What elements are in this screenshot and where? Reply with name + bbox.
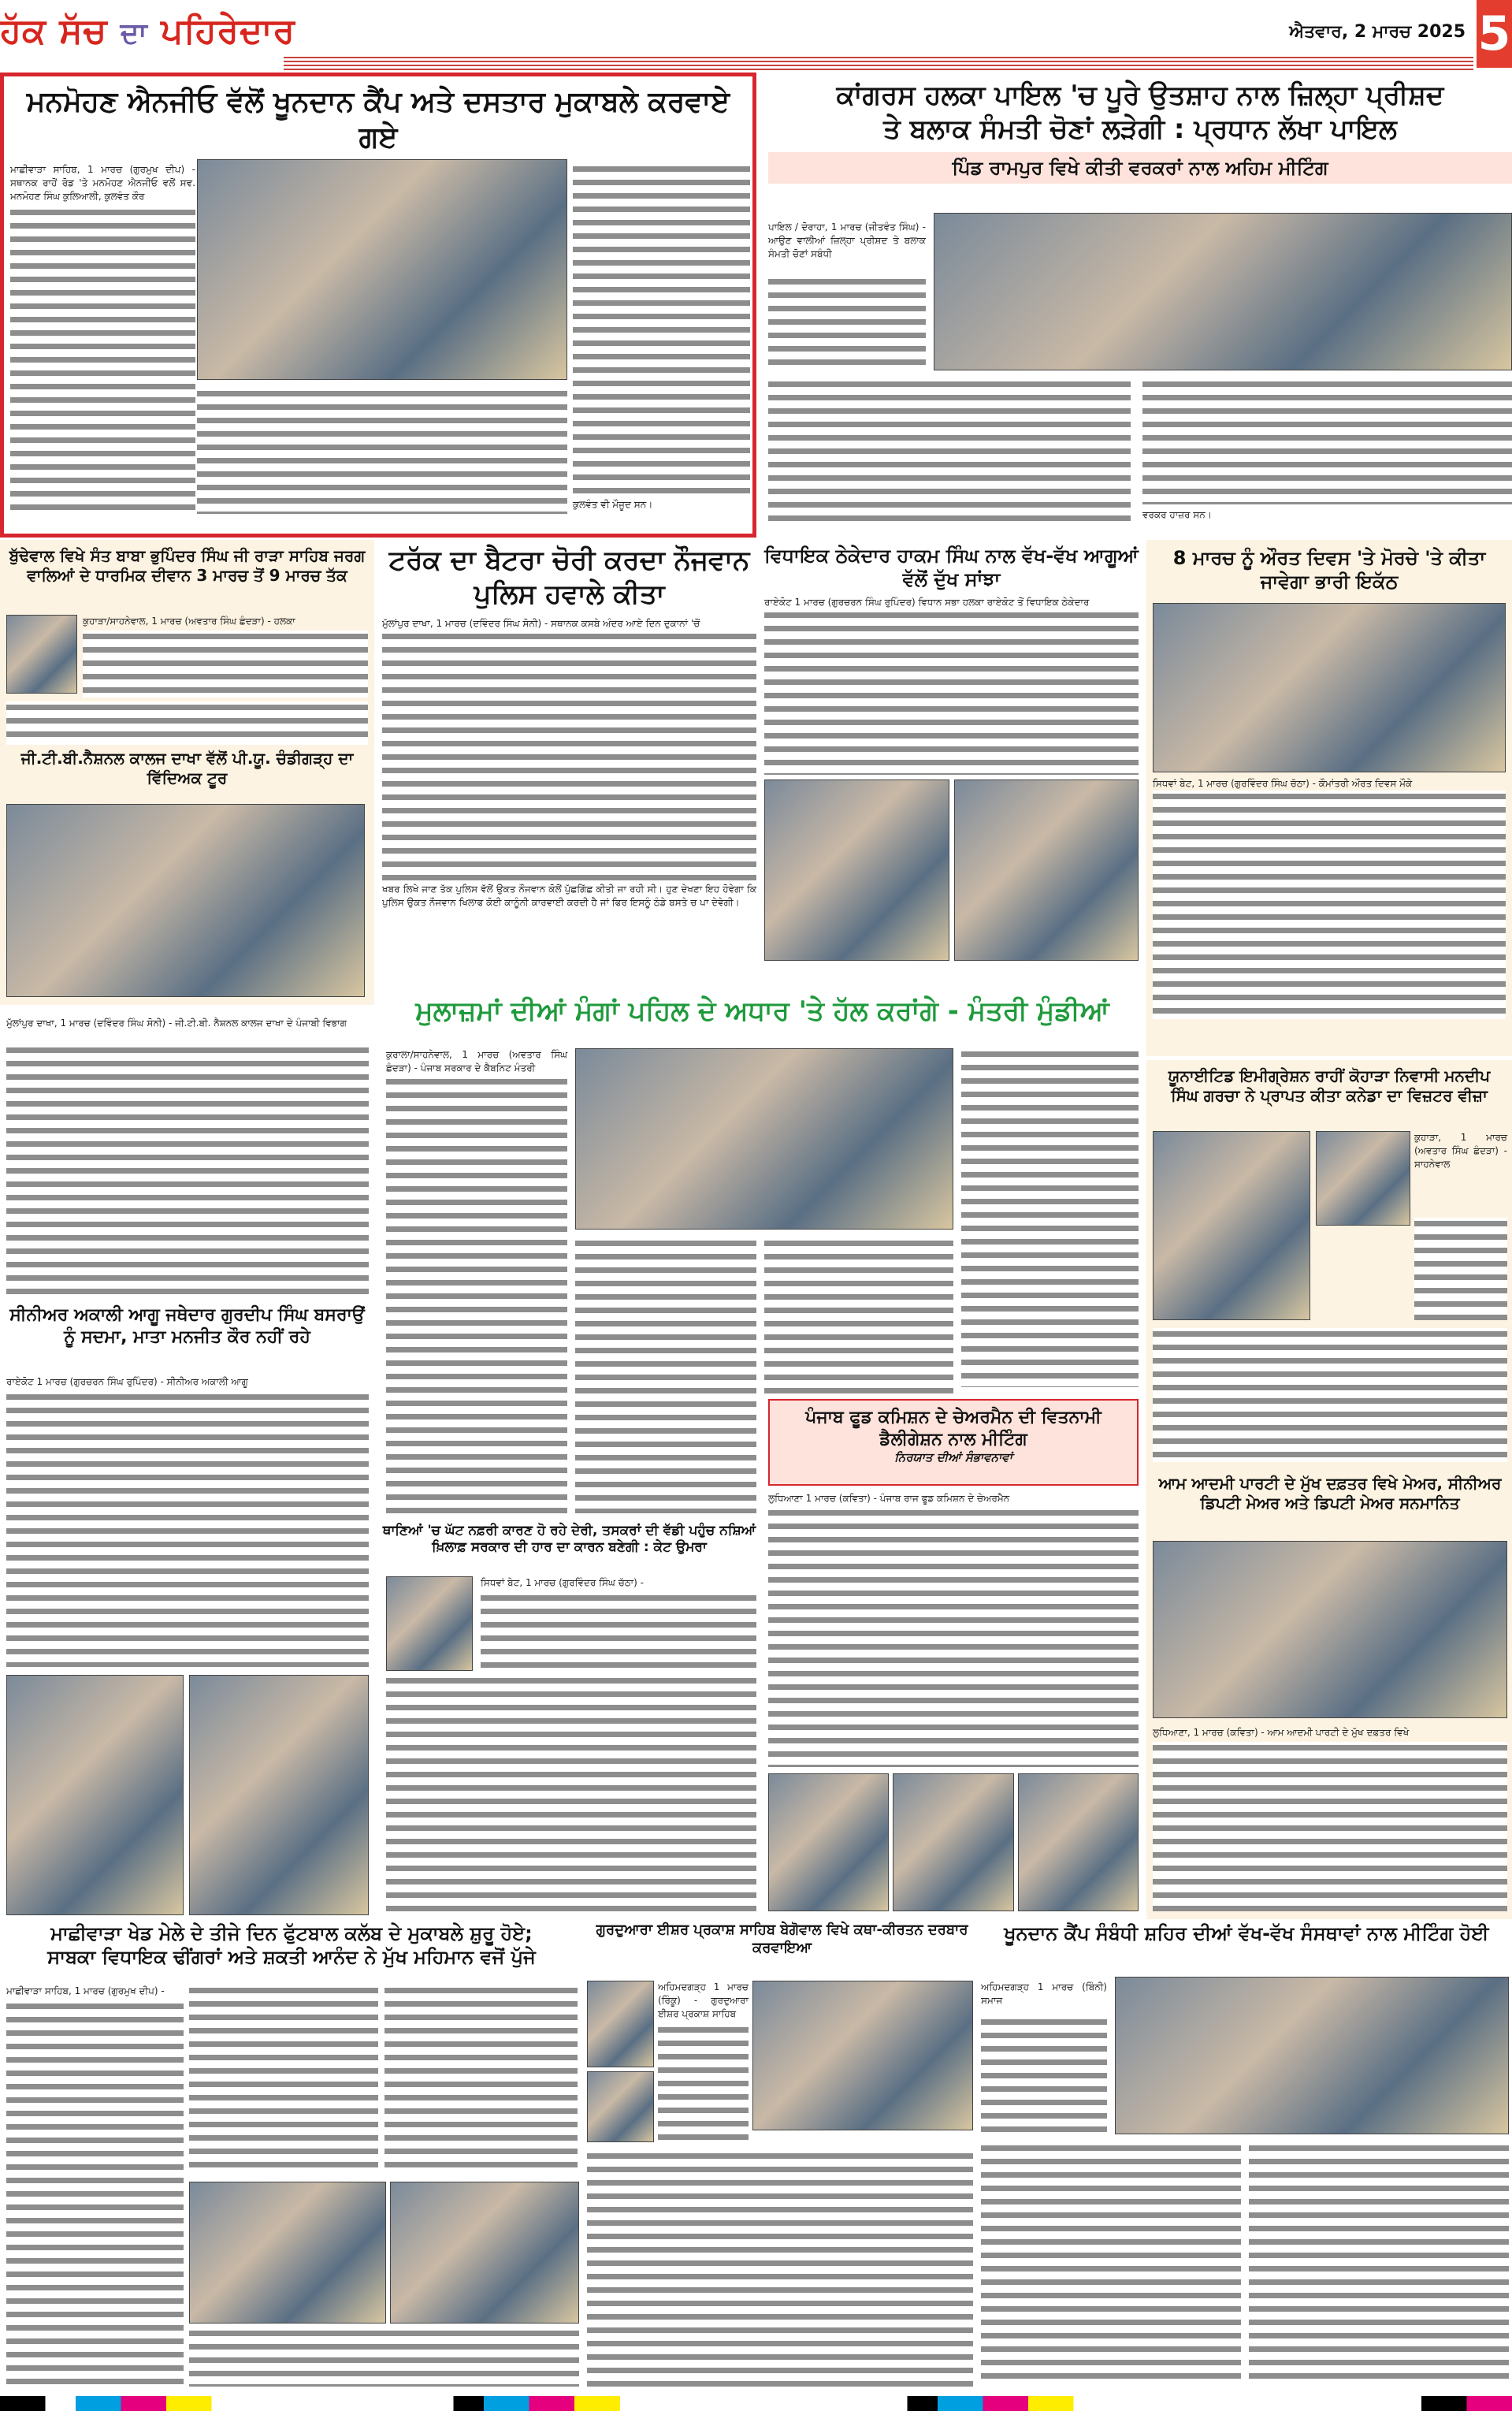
headline: ਪੰਜਾਬ ਫੂਡ ਕਮਿਸ਼ਨ ਦੇ ਚੇਅਰਮੈਨ ਦੀ ਵਿਤਨਾਮੀ ਡੈਲੀਗੇਸ਼ਨ ਨਾਲ ਮੀਟਿੰਗ [805, 1408, 1101, 1449]
article-lead: ਮੁੱਲਾਂਪੁਰ ਦਾਖਾ, 1 ਮਾਰਚ (ਦਵਿੰਦਰ ਸਿੰਘ ਸੋਨੀ) - ਸਥਾਨਕ ਕਸਬੇ ਅੰਦਰ ਆਏ ਦਿਨ ਦੁਕਾਨਾਂ 'ਚੋਂ [382, 618, 700, 629]
print-color-bar [0, 2396, 1512, 2411]
header-divider [284, 57, 1473, 71]
headline: ਬੁੱਢੇਵਾਲ ਵਿਖੇ ਸੰਤ ਬਾਬਾ ਭੁਪਿੰਦਰ ਸਿੰਘ ਜੀ ਰਾੜਾ ਸਾਹਿਬ ਜਰਗ ਵਾਲਿਆਂ ਦੇ ਧਾਰਮਿਕ ਦੀਵਾਨ 3 ਮਾਰਚ ਤੋਂ 9 ਮਾਰਚ ਤੱਕ [9, 546, 366, 585]
article-lead: ਕੁਰਾਲਾ/ਸਾਹਨੇਵਾਲ, 1 ਮਾਰਚ (ਅਵਤਾਰ ਸਿੰਘ ਛੰਦੜਾ) - ਪੰਜਾਬ ਸਰਕਾਰ ਦੇ ਕੈਬਨਿਟ ਮੰਤਰੀ [386, 1049, 567, 1073]
headline: ਜੀ.ਟੀ.ਬੀ.ਨੈਸ਼ਨਲ ਕਾਲਜ ਦਾਖਾ ਵੱਲੋਂ ਪੀ.ਯੂ. ਚੰਡੀਗੜ੍ਹ ਦਾ ਵਿੱਦਿਅਕ ਟੂਰ [20, 749, 354, 787]
article-lead: ਕੁਹਾੜਾ/ਸਾਹਨੇਵਾਲ, 1 ਮਾਰਚ (ਅਵਤਾਰ ਸਿੰਘ ਛੰਦੜਾ) - ਹਲਕਾ [83, 616, 295, 627]
column-4-lower [1146, 1060, 1512, 1919]
headline: ਵਿਧਾਇਕ ਠੇਕੇਦਾਰ ਹਾਕਮ ਸਿੰਘ ਨਾਲ ਵੱਖ-ਵੱਖ ਆਗੂਆਂ ਵੱਲੋਂ ਦੁੱਖ ਸਾਂਝਾ [764, 545, 1139, 590]
subheadline: ਨਿਰਯਾਤ ਦੀਆਂ ਸੰਭਾਵਨਾਵਾਂ [894, 1450, 1012, 1464]
article-congress-payal [768, 79, 1512, 536]
news-photo [575, 1048, 953, 1230]
body-text [6, 701, 368, 745]
body-text [764, 609, 1139, 775]
body-text [961, 1048, 1139, 1387]
article-truck-battery [382, 544, 756, 985]
newspaper-logo [0, 0, 295, 71]
body-text [587, 2150, 973, 2387]
body-text [575, 1237, 756, 1513]
article-lead: ਅਹਿਮਦਗੜ੍ਹ 1 ਮਾਰਚ (ਬਿੰਨੀ) ਸਮਾਜ [981, 1981, 1107, 2006]
article-tail: ਵਰਕਰ ਹਾਜ਼ਰ ਸਨ। [1142, 509, 1212, 520]
article-womens-day [1146, 540, 1512, 1056]
article-condolence [764, 544, 1139, 985]
news-photo [189, 2182, 386, 2324]
photo-strip [768, 1773, 1139, 1911]
body-text [764, 1237, 953, 1395]
body-text [1153, 791, 1506, 1019]
article-gurdwara [587, 1922, 977, 2394]
portrait-photo [6, 615, 77, 694]
article-food-commission-heading [768, 1399, 1139, 1486]
body-text [658, 2024, 749, 2142]
headline: ਆਮ ਆਦਮੀ ਪਾਰਟੀ ਦੇ ਮੁੱਖ ਦਫ਼ਤਰ ਵਿਖੇ ਮੇਅਰ, ਸੀਨੀਅਰ ਡਿਪਟੀ ਮੇਅਰ ਅਤੇ ਡਿਪਟੀ ਮੇਅਰ ਸਨਮਾਨਿਤ [1158, 1474, 1502, 1512]
body-text [382, 631, 756, 883]
news-photo [1316, 1131, 1410, 1226]
body-text [386, 1076, 567, 1513]
article-lead: ਲੁਧਿਆਣਾ 1 ਮਾਰਚ (ਕਵਿਤਾ) - ਪੰਜਾਬ ਰਾਜ ਫੂਡ ਕਮਿਸ਼ਨ ਦੇ ਚੇਅਰਮੈਨ [768, 1493, 1010, 1504]
headline: ਟਰੱਕ ਦਾ ਬੈਟਰਾ ਚੋਰੀ ਕਰਦਾ ਨੌਜਵਾਨ ਪੁਲਿਸ ਹਵਾਲੇ ਕੀਤਾ [388, 545, 750, 610]
body-text [189, 1985, 378, 2174]
headline: ਮਨਮੋਹਣ ਐਨਜੀਓ ਵੱਲੋਂ ਖੂਨਦਾਨ ਕੈਂਪ ਅਤੇ ਦਸਤਾਰ ਮੁਕਾਬਲੇ ਕਰਵਾਏ ਗਏ [26, 86, 730, 154]
article-lead: ਮਾਛੀਵਾੜਾ ਸਾਹਿਬ, 1 ਮਾਰਚ (ਗੁਰਮੁਖ ਦੀਪ) - [6, 1985, 165, 1996]
article-tail: ਖਬਰ ਲਿਖੇ ਜਾਣ ਤੱਕ ਪੁਲਿਸ ਵੱਲੋਂ ਉਕਤ ਨੌਜਵਾਨ ਕੋਲੋਂ ਪੁੱਛਗਿੱਛ ਕੀਤੀ ਜਾ ਰਹੀ ਸੀ। ਹੁਣ ਦੇਖਣਾ ਇਹ ਹੋਵੇਗਾ ਕਿ ਪੁਲਿਸ ਉਕਤ ਨੌਜਵਾਨ ਖਿਲਾਫ ਕੋਈ ਕਾਨੂੰਨੀ ਕਾਰਵਾਈ ਕਰਦੀ ਹੈ ਜਾਂ ਫਿਰ ਇਸਨੂੰ ਠੰਡੇ ਬਸਤੇ ਚ ਪਾ ਦੇਵੇਗੀ। [382, 884, 756, 908]
article-tail: ਕੁਲਵੰਤ ਵੀ ਮੌਜੂਦ ਸਨ। [573, 499, 653, 510]
column-1-upper [0, 540, 374, 1005]
body-text [197, 388, 567, 514]
portrait-photo [587, 1981, 654, 2067]
body-text [1414, 1218, 1507, 1320]
body-text [768, 276, 926, 370]
headline-line-1: ਕਾਂਗਰਸ ਹਲਕਾ ਪਾਇਲ 'ਚ ਪੂਰੇ ਉਤਸ਼ਾਹ ਨਾਲ ਜ਼ਿਲ੍ਹਾ ਪ੍ਰੀਸ਼ਦ [836, 80, 1444, 111]
news-photo [752, 1981, 973, 2130]
body-text [1142, 378, 1512, 504]
portrait-photo [386, 1576, 473, 1671]
headline: 8 ਮਾਰਚ ਨੂੰ ਔਰਤ ਦਿਵਸ 'ਤੇ ਮੋਰਚੇ 'ਤੇ ਕੀਤਾ ਜਾਵੇਗਾ ਭਾਰੀ ਇਕੱਠ [1172, 547, 1486, 593]
body-text [768, 1507, 1139, 1767]
headline-line-2: ਤੇ ਬਲਾਕ ਸੰਮਤੀ ਚੋਣਾਂ ਲੜੇਗੀ : ਪ੍ਰਧਾਨ ਲੱਖਾ ਪਾਇਲ [883, 113, 1397, 145]
body-text [573, 163, 750, 494]
body-text [981, 2016, 1107, 2134]
body-text [6, 2000, 184, 2387]
article-lead: ਕੁਹਾੜਾ, 1 ਮਾਰਚ (ਅਵਤਾਰ ਸਿੰਘ ਛੰਦੜਾ) - ਸਾਹਨੇਵਾਲ [1414, 1132, 1507, 1170]
news-photo [934, 213, 1512, 370]
article-lead: ਰਾਏਕੋਟ 1 ਮਾਰਚ (ਗੁਰਚਰਨ ਸਿੰਘ ਰੁਪਿੰਦਰ) ਵਿਧਾਨ ਸਭਾ ਹਲਕਾ ਰਾਏਕੋਟ ਤੋਂ ਵਿਧਾਇਕ ਠੇਕੇਦਾਰ [764, 597, 1090, 608]
headline-line-2: ਸਾਬਕਾ ਵਿਧਾਇਕ ਢੀਂਗਰਾਂ ਅਤੇ ਸ਼ਕਤੀ ਆਨੰਦ ਨੇ ਮੁੱਖ ਮਹਿਮਾਨ ਵਜੋਂ ਪੁੱਜੇ [47, 1946, 536, 1968]
body-text [768, 378, 1131, 528]
body-text [385, 1985, 578, 2174]
portrait-photo [189, 1675, 369, 1915]
logo-text-mid: ਦਾ [120, 17, 148, 50]
headline: ਸੀਨੀਅਰ ਅਕਾਲੀ ਆਗੂ ਜਥੇਦਾਰ ਗੁਰਦੀਪ ਸਿੰਘ ਬਸਰਾਉਂ ਨੂੰ ਸਦਮਾ, ਮਾਤਾ ਮਨਜੀਤ ਕੌਰ ਨਹੀਂ ਰਹੇ [9, 1305, 365, 1347]
news-photo [1115, 1977, 1509, 2134]
portrait-photo [587, 2071, 654, 2142]
news-photo [1153, 1541, 1507, 1718]
news-photo [390, 2182, 579, 2324]
body-text [386, 1675, 756, 1911]
body-text [981, 2142, 1241, 2387]
news-photo [764, 779, 949, 961]
headline-line-1: ਮਾਛੀਵਾੜਾ ਖੇਡ ਮੇਲੇ ਦੇ ਤੀਜੇ ਦਿਨ ਫੁੱਟਬਾਲ ਕਲੱਬ ਦੇ ਮੁਕਾਬਲੇ ਸ਼ੁਰੂ ਹੋਏ; [50, 1922, 533, 1944]
page-number: 5 [1477, 0, 1512, 68]
article-lead: ਸਿਧਵਾਂ ਬੇਟ, 1 ਮਾਰਚ (ਗੁਰਵਿੰਦਰ ਸਿੰਘ ਚੱਠਾ) - [481, 1577, 644, 1588]
news-photo [1153, 603, 1506, 772]
article-lead: ਮਾਛੀਵਾੜਾ ਸਾਹਿਬ, 1 ਮਾਰਚ (ਗੁਰਮੁਖ ਦੀਪ) - ਸਥਾਨਕ ਰਾਹੋਂ ਰੋਡ 'ਤੇ ਮਨਮੋਹਣ ਐਨਜੀਓ ਵਲੋਂ ਸਵ. ਮਨਮੋਹਣ ਸਿੰਘ ਕੁਲਿਆਲੀ, ਕੁਲਵੰਤ ਕੌਰ [10, 164, 195, 202]
news-photo [1018, 1773, 1139, 1911]
headline: ਯੂਨਾਈਟਿਡ ਇਮੀਗ੍ਰੇਸ਼ਨ ਰਾਹੀਂ ਕੋਹਾੜਾ ਨਿਵਾਸੀ ਮਨਦੀਪ ਸਿੰਘ ਗਰਚਾ ਨੇ ਪ੍ਰਾਪਤ ਕੀਤਾ ਕਨੇਡਾ ਦਾ ਵਿਜ਼ਟਰ ਵੀਜ਼ਾ [1168, 1066, 1491, 1105]
headline: ਥਾਣਿਆਂ 'ਚ ਘੱਟ ਨਫ਼ਰੀ ਕਾਰਣ ਹੋ ਰਹੇ ਦੇਰੀ, ਤਸਕਰਾਂ ਦੀ ਵੱਡੀ ਪਹੁੰਚ ਨਸ਼ਿਆਂ ਖ਼ਿਲਾਫ਼ ਸਰਕਾਰ ਦੀ ਹਾਰ ਦਾ ਕਾਰਨ ਬਣੇਗੀ : ਕੇਟ ਉਮਰਾ [382, 1523, 756, 1556]
body-text [481, 1592, 756, 1671]
news-photo [6, 804, 365, 997]
logo-text-left: ਹੱਕ ਸੱਚ [0, 11, 108, 51]
body-text [6, 1391, 369, 1667]
issue-date: ਐਤਵਾਰ, 2 ਮਾਰਚ 2025 [1289, 22, 1466, 42]
article-lead: ਅਹਿਮਦਗੜ੍ਹ 1 ਮਾਰਚ (ਰਿੰਕੂ) - ਗੁਰਦੁਆਰਾ ਈਸ਼ਰ ਪ੍ਰਕਾਸ਼ ਸਾਹਿਬ [658, 1981, 749, 2019]
body-text [1153, 1742, 1507, 1911]
news-photo [768, 1773, 889, 1911]
body-text [10, 206, 195, 514]
headline: ਗੁਰਦੁਆਰਾ ਈਸ਼ਰ ਪ੍ਰਕਾਸ਼ ਸਾਹਿਬ ਬੇਗੋਵਾਲ ਵਿਖੇ ਕਥਾ-ਕੀਰਤਨ ਦਰਬਾਰ ਕਰਵਾਇਆ [596, 1922, 968, 1956]
body-text [83, 631, 368, 698]
article-lead: ਪਾਇਲ / ਦੋਰਾਹਾ, 1 ਮਾਰਚ (ਜੀਤਵੰਤ ਸਿੰਘ) - ਆਉਣ ਵਾਲੀਆਂ ਜ਼ਿਲ੍ਹਾ ਪ੍ਰੀਸ਼ਦ ਤੇ ਬਲਾਕ ਸੰਮਤੀ ਚੋਣਾਂ ਸਬੰਧੀ [768, 221, 926, 259]
article-lead: ਸਿਧਵਾਂ ਬੇਟ, 1 ਮਾਰਚ (ਗੁਰਵਿੰਦਰ ਸਿੰਘ ਚੱਠਾ) - ਕੌਮਾਂਤਰੀ ਔਰਤ ਦਿਵਸ ਮੌਕੇ [1153, 778, 1413, 789]
news-photo [197, 159, 567, 380]
article-lead: ਮੁੱਲਾਂਪੁਰ ਦਾਖਾ, 1 ਮਾਰਚ (ਦਵਿੰਦਰ ਸਿੰਘ ਸੋਨੀ) - ਜੀ.ਟੀ.ਬੀ. ਨੈਸ਼ਨਲ ਕਾਲਜ ਦਾਖਾ ਦੇ ਪੰਜਾਬੀ ਵਿਭਾਗ [6, 1018, 347, 1029]
subheadline: ਪਿੰਡ ਰਾਮਪੁਰ ਵਿਖੇ ਕੀਤੀ ਵਰਕਰਾਂ ਨਾਲ ਅਹਿਮ ਮੀਟਿੰਗ [768, 152, 1512, 184]
article-lead: ਲੁਧਿਆਣਾ, 1 ਮਾਰਚ (ਕਵਿਤਾ) - ਆਮ ਆਦਮੀ ਪਾਰਟੀ ਦੇ ਮੁੱਖ ਦਫ਼ਤਰ ਵਿਖੇ [1153, 1727, 1410, 1738]
headline-ministers: ਮੁਲਾਜ਼ਮਾਂ ਦੀਆਂ ਮੰਗਾਂ ਪਹਿਲ ਦੇ ਅਧਾਰ 'ਤੇ ਹੱਲ ਕਰਾਂਗੇ - ਮੰਤਰੀ ਮੁੰਡੀਆਂ [415, 995, 1109, 1027]
news-photo [893, 1773, 1013, 1911]
body-text [6, 1044, 369, 1297]
body-text [189, 2327, 579, 2387]
news-photo [6, 1675, 184, 1915]
article-lead: ਰਾਏਕੋਟ 1 ਮਾਰਚ (ਗੁਰਚਰਨ ਸਿੰਘ ਰੁਪਿੰਦਰ) - ਸੀਨੀਅਰ ਅਕਾਲੀ ਆਗੂ [6, 1376, 248, 1387]
headline: ਖੂਨਦਾਨ ਕੈਂਪ ਸੰਬੰਧੀ ਸ਼ਹਿਰ ਦੀਆਂ ਵੱਖ-ਵੱਖ ਸੰਸਥਾਵਾਂ ਨਾਲ ਮੀਟਿੰਗ ਹੋਈ [1004, 1922, 1489, 1944]
news-photo [954, 779, 1139, 961]
article-blood-camp-meeting [981, 1922, 1512, 2394]
body-text [1249, 2142, 1509, 2387]
article-blood-camp-box [0, 73, 756, 538]
portrait-photo [1153, 1131, 1310, 1320]
body-text [1153, 1328, 1507, 1462]
logo-text-right: ਪਹਿਰੇਦਾਰ [161, 11, 295, 51]
article-football [0, 1922, 583, 2394]
